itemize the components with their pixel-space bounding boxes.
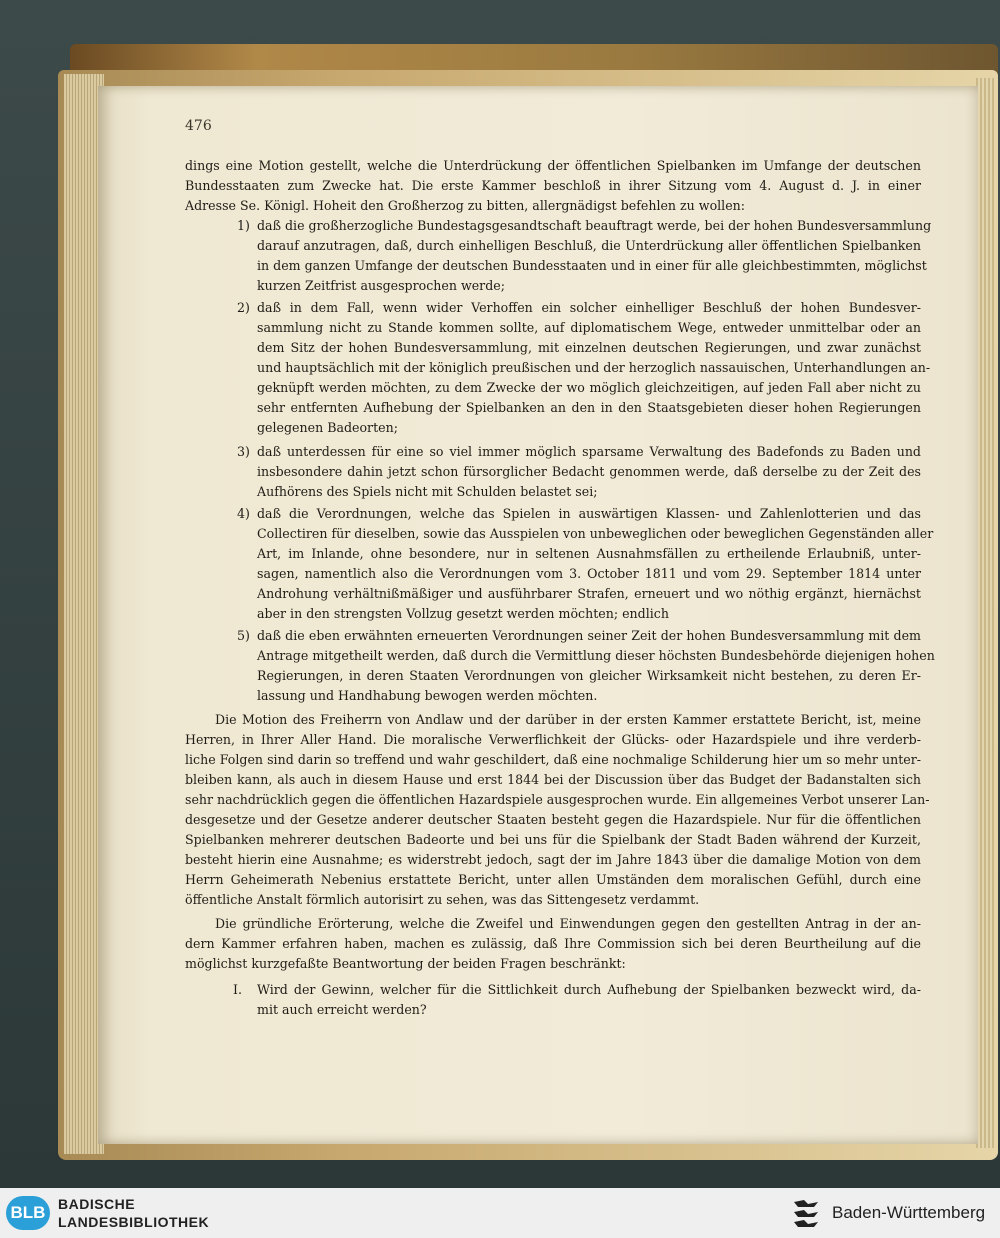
- text-line: insbesondere dahin jetzt schon fürsorglicher Bedacht genommen werde, daß derselbe zu der Zeit des: [257, 464, 921, 479]
- text-line: daß unterdessen für eine so viel immer möglich sparsame Verwaltung des Badefonds zu Baden und: [257, 444, 921, 459]
- text-line: gelegenen Badeorten;: [257, 420, 398, 435]
- text-line: daß die großherzogliche Bundestagsgesandtschaft beauftragt werde, bei der hohen Bundesversammlung: [257, 218, 932, 233]
- text-line: Aufhörens des Spiels nicht mit Schulden belastet sei;: [257, 484, 598, 499]
- text-line: Adresse Se. Königl. Hoheit den Großherzog zu bitten, allergnädigst befehlen zu wollen:: [185, 198, 746, 213]
- footer-bar: [0, 1188, 1000, 1238]
- text-line: in dem ganzen Umfange der deutschen Bundesstaaten und in einer für alle gleichbestimmten, möglichst: [257, 258, 927, 273]
- text-line: Herren, in Ihrer Aller Hand. Die moralische Verwerflichkeit der Glücks- oder Hazardspiele und ihre verderb-: [185, 732, 921, 747]
- text-line: Wird der Gewinn, welcher für die Sittlichkeit durch Aufhebung der Spielbanken bezweckt wird, da-: [257, 982, 921, 997]
- text-line: möglichst kurzgefaßte Beantwortung der beiden Fragen beschränkt:: [185, 956, 626, 971]
- text-line: dings eine Motion gestellt, welche die Unterdrückung der öffentlichen Spielbanken im Umfange der deutschen: [185, 158, 921, 173]
- library-name-line1: BADISCHE: [58, 1196, 136, 1212]
- text-line: mit auch erreicht werden?: [257, 1002, 427, 1017]
- item-number: I.: [233, 982, 242, 997]
- text-line: sehr entfernten Aufhebung der Spielbanken an den in den Staatsgebieten dieser hohen Regierungen: [257, 400, 921, 415]
- text-line: öffentliche Anstalt förmlich autorisirt zu sehen, was das Sittengesetz verdammt.: [185, 892, 700, 907]
- text-line: dern Kammer erfahren haben, machen es zulässig, daß Ihre Commission sich bei deren Beurtheilung auf die: [185, 936, 921, 951]
- text-line: darauf anzutragen, daß, durch einhelligen Beschluß, die Unterdrückung aller öffentlichen Spielbanken: [257, 238, 921, 253]
- text-line: Androhung verhältnißmäßiger und ausführbarer Strafen, erneuert und wo nöthig ergänzt, hiernächst: [257, 586, 921, 601]
- text-line: Herrn Geheimerath Nebenius erstattete Bericht, unter allen Umständen dem moralischen Gefühl, durch eine: [185, 872, 921, 887]
- library-name-line2: LANDESBIBLIOTHEK: [58, 1214, 210, 1230]
- text-line: daß die Verordnungen, welche das Spielen in auswärtigen Klassen- und Zahlenlotterien und das: [257, 506, 921, 521]
- text-line: liche Folgen sind darin so treffend und wahr geschildert, daß eine nochmalige Schilderung hier um so mehr unter-: [185, 752, 921, 767]
- text-line: Spielbanken mehrerer deutschen Badeorte und bei uns für die Spielbank der Stadt Baden während der Kurzeit,: [185, 832, 921, 847]
- text-line: besteht hierin eine Ausnahme; es widerstrebt jedoch, sagt der im Jahre 1843 über die damalige Motion von dem: [185, 852, 921, 867]
- text-line: Antrage mitgetheilt werden, daß durch die Vermittlung dieser höchsten Bundesbehörde diejenigen hohen: [257, 648, 935, 663]
- text-line: geknüpft werden möchten, zu dem Zwecke der wo möglich gleichzeitigen, auf jeden Fall aber nicht zu: [257, 380, 921, 395]
- text-line: Bundesstaaten zum Zwecke hat. Die erste Kammer beschloß in ihrer Sitzung vom 4. August d. J. in einer: [185, 178, 921, 193]
- blb-logo[interactable]: BLB: [6, 1196, 50, 1230]
- state-name[interactable]: Baden-Württemberg: [832, 1203, 986, 1222]
- text-line: daß in dem Fall, wenn wider Verhoffen ein solcher einhelliger Beschluß der hohen Bundesver-: [257, 300, 921, 315]
- item-number: 1): [237, 218, 250, 233]
- text-line: sagen, namentlich also die Verordnungen vom 3. October 1811 und vom 29. September 1814 unter: [257, 566, 921, 581]
- text-line: bleiben kann, als auch in diesem Hause und erst 1844 bei der Discussion über das Budget der Badanstalten sich: [185, 772, 921, 787]
- text-line: sehr nachdrücklich gegen die öffentlichen Hazardspiele ausgesprochen wurde. Ein allgemeines Verbot unserer Lan-: [185, 792, 930, 807]
- text-line: und hauptsächlich mit der königlich preußischen und der herzoglich nassauischen, Unterhandlungen an-: [257, 360, 931, 375]
- text-line: daß die eben erwähnten erneuerten Verordnungen seiner Zeit der hohen Bundesversammlung mit dem: [257, 628, 921, 643]
- text-line: Collectiren für dieselben, sowie das Ausspielen von unbeweglichen oder beweglichen Gegenständen aller: [257, 526, 934, 541]
- item-number: 3): [237, 444, 250, 459]
- page-fore-edge: [976, 78, 994, 1148]
- baden-wuerttemberg-lions-icon: [790, 1196, 822, 1230]
- item-number: 5): [237, 628, 250, 643]
- text-line: sammlung nicht zu Stande kommen sollte, auf diplomatischem Wege, entweder unmittelbar oder an: [257, 320, 921, 335]
- text-line: lassung und Handhabung bewogen werden möchten.: [257, 688, 598, 703]
- text-line: desgesetze und der Gesetze anderer deutscher Staaten besteht gegen die Hazardspiele. Nur für die öffentlichen: [185, 812, 921, 827]
- text-line: aber in den strengsten Vollzug gesetzt werden möchten; endlich: [257, 606, 669, 621]
- item-number: 2): [237, 300, 250, 315]
- text-line: Regierungen, in deren Staaten Verordnungen von gleicher Wirksamkeit nicht bestehen, zu deren Er-: [257, 668, 921, 683]
- text-line: kurzen Zeitfrist ausgesprochen werde;: [257, 278, 505, 293]
- text-line: dem Sitz der hohen Bundesversammlung, mit einzelnen deutschen Regierungen, und zwar zunächst: [257, 340, 921, 355]
- page-number: 476: [185, 118, 212, 134]
- item-number: 4): [237, 506, 250, 521]
- text-line: Die gründliche Erörterung, welche die Zweifel und Einwendungen gegen den gestellten Antrag in der an-: [215, 916, 921, 931]
- text-line: Art, im Inlande, ohne besondere, nur in seltenen Ausnahmsfällen zu ertheilende Erlaubniß, unter-: [257, 546, 921, 561]
- text-line: Die Motion des Freiherrn von Andlaw und der darüber in der ersten Kammer erstattete Bericht, ist, meine: [215, 712, 921, 727]
